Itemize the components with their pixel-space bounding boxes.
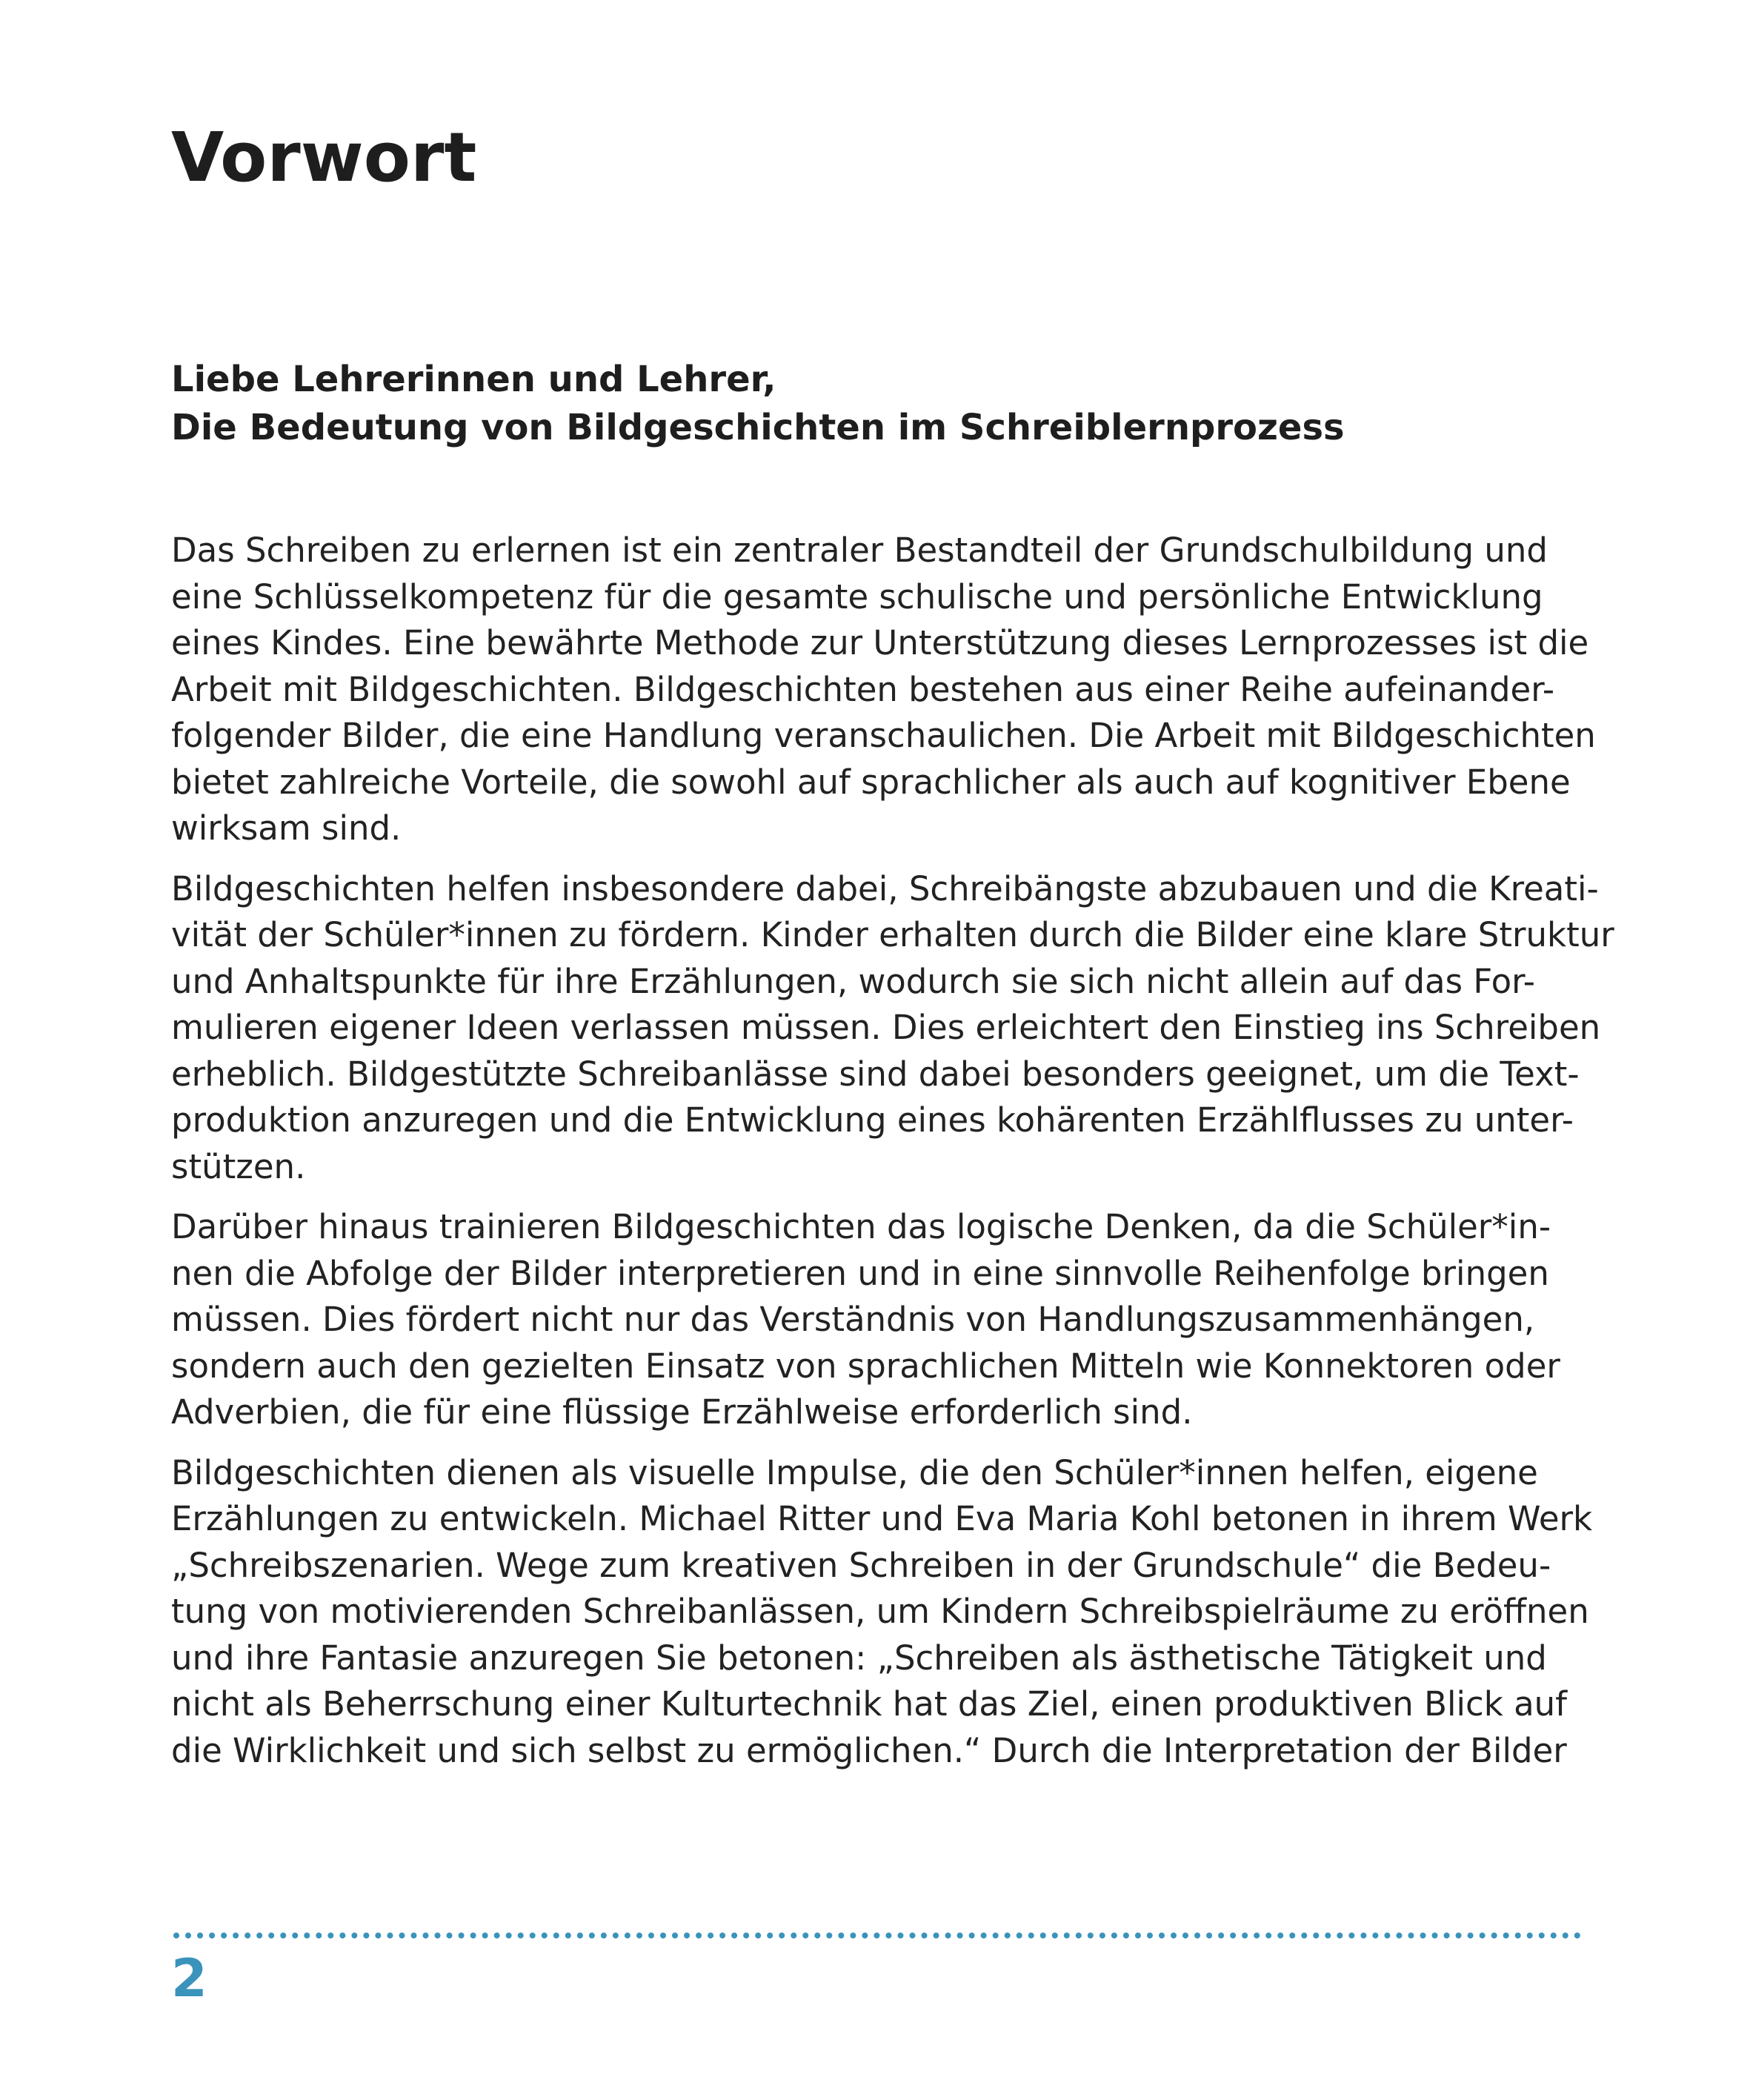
text-line: Darüber hinaus trainieren Bildgeschichten das logische Denken, da die Schüler*in-: [171, 1207, 1551, 1246]
subheading-line: Die Bedeutung von Bildgeschichten im Schreiblernprozess: [171, 407, 1345, 448]
text-line: müssen. Dies fördert nicht nur das Verständnis von Handlungszusammenhängen,: [171, 1300, 1535, 1339]
text-line: vität der Schüler*innen zu fördern. Kinder erhalten durch die Bilder eine klare Struktur: [171, 915, 1614, 954]
text-line: eines Kindes. Eine bewährte Methode zur Unterstützung dieses Lernprozesses ist die: [171, 623, 1589, 662]
paragraph: [171, 866, 1614, 1191]
text-line: wirksam sind.: [171, 808, 402, 848]
text-line: Das Schreiben zu erlernen ist ein zentraler Bestandteil der Grundschulbildung und: [171, 531, 1548, 570]
text-line: nicht als Beherrschung einer Kulturtechnik hat das Ziel, einen produktiven Blick auf: [171, 1684, 1568, 1724]
text-line: eine Schlüsselkompetenz für die gesamte schulische und persönliche Entwicklung: [171, 576, 1543, 617]
text-line: erheblich. Bildgestützte Schreibanlässe sind dabei besonders geeignet, um die Text-: [171, 1054, 1580, 1094]
text-line: mulieren eigener Ideen verlassen müssen. Dies erleichtert den Einstieg ins Schreiben: [171, 1008, 1601, 1047]
text-line: „Schreibszenarien. Wege zum kreativen Schreiben in der Grundschule“ die Bedeu-: [171, 1545, 1551, 1585]
text-line: produktion anzuregen und die Entwicklung eines kohärenten Erzählflusses zu unter-: [171, 1100, 1574, 1140]
text-line: folgender Bilder, die eine Handlung veranschaulichen. Die Arbeit mit Bildgeschichten: [171, 716, 1596, 755]
paragraph: [171, 1450, 1594, 1775]
text-line: Adverbien, die für eine flüssige Erzählweise erforderlich sind.: [171, 1392, 1193, 1432]
text-line: Arbeit mit Bildgeschichten. Bildgeschichten bestehen aus einer Reihe aufeinander-: [171, 669, 1555, 709]
text-line: stützen.: [171, 1146, 306, 1186]
body-text: [171, 528, 1614, 1788]
text-line: Erzählungen zu entwickeln. Michael Ritter und Eva Maria Kohl betonen in ihrem Werk: [171, 1499, 1593, 1538]
text-line: nen die Abfolge der Bilder interpretieren und in eine sinnvolle Reihenfolge bringen: [171, 1253, 1549, 1293]
text-line: sondern auch den gezielten Einsatz von sprachlichen Mitteln wie Konnektoren oder: [171, 1346, 1560, 1386]
subheading-line: Liebe Lehrerinnen und Lehrer,: [171, 359, 776, 400]
text-line: und ihre Fantasie anzuregen Sie betonen: „Schreiben als ästhetische Tätigkeit und: [171, 1638, 1547, 1678]
section-subheading: [171, 356, 1579, 452]
text-line: die Wirklichkeit und sich selbst zu ermöglichen.“ Durch die Interpretation der Bilder: [171, 1730, 1567, 1770]
paragraph: [171, 1204, 1594, 1436]
text-line: und Anhaltspunkte für ihre Erzählungen, wodurch sie sich nicht allein auf das For-: [171, 961, 1536, 1001]
page-title: Vorwort: [171, 118, 477, 197]
page-number: 2: [171, 1948, 207, 2009]
text-line: Bildgeschichten dienen als visuelle Impulse, die den Schüler*innen helfen, eigene: [171, 1452, 1538, 1492]
text-line: bietet zahlreiche Vorteile, die sowohl auf sprachlicher als auch auf kognitiver Ebene: [171, 762, 1571, 802]
text-line: Bildgeschichten helfen insbesondere dabei, Schreibängste abzubauen und die Kreati-: [171, 868, 1599, 908]
footer-dotted-divider: [173, 1933, 1581, 1938]
paragraph: [171, 528, 1594, 852]
text-line: tung von motivierenden Schreibanlässen, um Kindern Schreibspielräume zu eröffnen: [171, 1592, 1589, 1631]
